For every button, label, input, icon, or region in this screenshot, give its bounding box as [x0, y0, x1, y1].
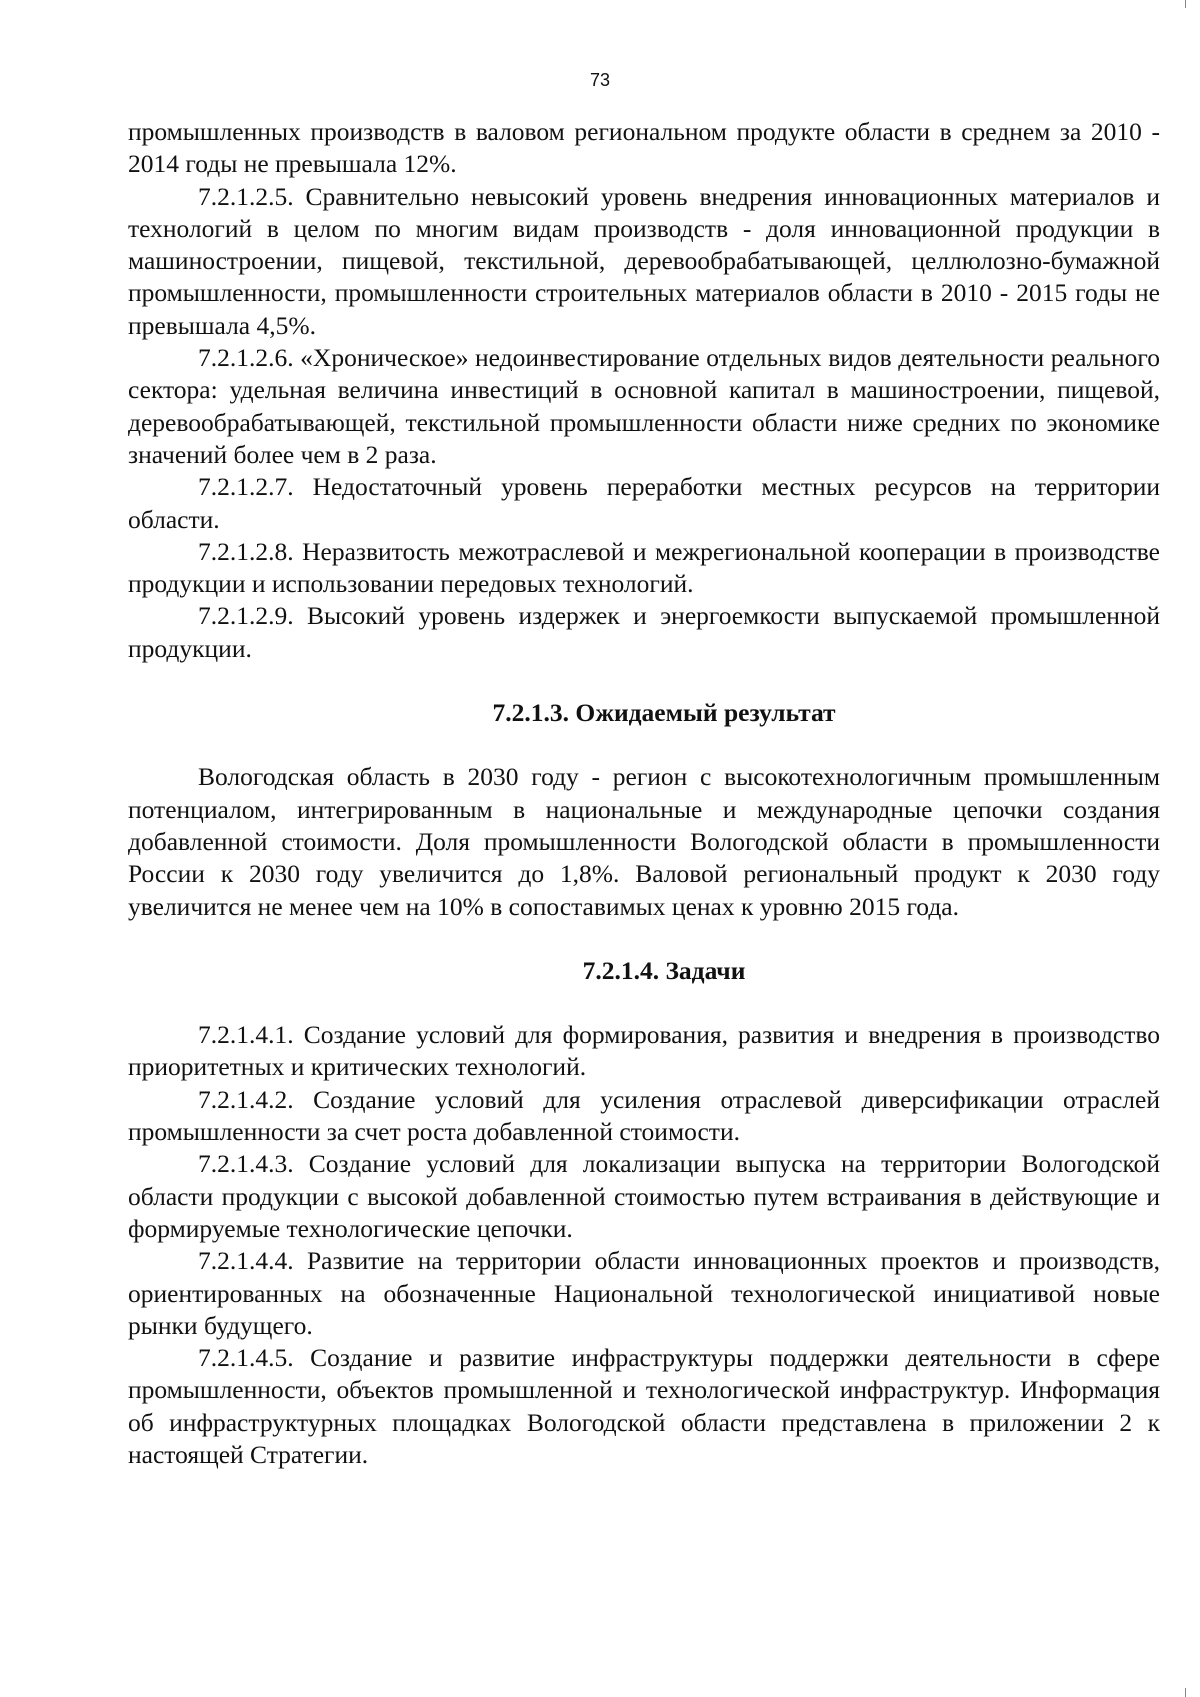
task-item-7-2-1-4-2: 7.2.1.4.2. Создание условий для усиления отраслевой диверсификации отраслей промышленности за счет роста добавленной стоимости.	[128, 1084, 1160, 1147]
expected-result-paragraph: Вологодская область в 2030 году - регион с высокотехнологичным промышленным потенциалом, интегрированным в национальные и международные цепочки создания добавленной стоимости. Доля промышленности Вологодской области в промышленности России к 2030 году увеличится до 1,8%. Валовой региональный продукт к 2030 году увеличится не менее чем на 10% в сопоставимых ценах к уровню 2015 года.	[128, 762, 1160, 921]
section-heading-expected-result: 7.2.1.3. Ожидаемый результат	[492, 698, 836, 728]
task-item-7-2-1-4-5: 7.2.1.4.5. Создание и развитие инфраструктуры поддержки деятельности в сфере промышленности, объектов промышленной и технологической инфраструктур. Информация об инфраструктурных площадках Вологодской области представлена в приложении 2 к настоящей Стратегии.	[128, 1343, 1160, 1469]
paragraph-7-2-1-2-5: 7.2.1.2.5. Сравнительно невысокий уровень внедрения инновационных материалов и технологий в целом по многим видам производств - доля инновационной продукции в машиностроении, пищевой, текстильной, деревообрабатывающей, целлюлозно-бумажной промышленности, промышленности строительных материалов области в 2010 - 2015 годы не превышала 4,5%.	[128, 181, 1160, 340]
section-heading-tasks: 7.2.1.4. Задачи	[582, 955, 746, 985]
task-item-7-2-1-4-1: 7.2.1.4.1. Создание условий для формирования, развития и внедрения в производство приоритетных и критических технологий.	[128, 1020, 1160, 1082]
document-body	[128, 116, 1160, 1471]
intro-paragraph: промышленных производств в валовом региональном продукте области в среднем за 2010 - 2014 годы не превышала 12%.	[128, 117, 1160, 179]
paragraph-7-2-1-2-9: 7.2.1.2.9. Высокий уровень издержек и энергоемкости выпускаемой промышленной продукции.	[128, 601, 1160, 663]
scan-edge-mark	[1185, 0, 1186, 8]
paragraph-7-2-1-2-8: 7.2.1.2.8. Неразвитость межотраслевой и межрегиональной кооперации в производстве продукции и использовании передовых технологий.	[128, 536, 1160, 599]
page-number: 73	[589, 70, 611, 90]
scan-edge-mark	[1185, 1688, 1186, 1697]
paragraph-7-2-1-2-6: 7.2.1.2.6. «Хроническое» недоинвестирование отдельных видов деятельности реального сектора: удельная величина инвестиций в основной капитал в машиностроении, пищевой, деревообрабатывающей, текстильной промышленности области ниже средних по экономике значений более чем в 2 раза.	[128, 343, 1160, 469]
task-item-7-2-1-4-3: 7.2.1.4.3. Создание условий для локализации выпуска на территории Вологодской области продукции с высокой добавленной стоимостью путем встраивания в действующие и формируемые технологические цепочки.	[128, 1149, 1160, 1243]
task-item-7-2-1-4-4: 7.2.1.4.4. Развитие на территории области инновационных проектов и производств, ориентированных на обозначенные Национальной технологической инициативой новые рынки будущего.	[128, 1246, 1160, 1340]
paragraph-7-2-1-2-7: 7.2.1.2.7. Недостаточный уровень переработки местных ресурсов на территории области.	[128, 472, 1160, 534]
